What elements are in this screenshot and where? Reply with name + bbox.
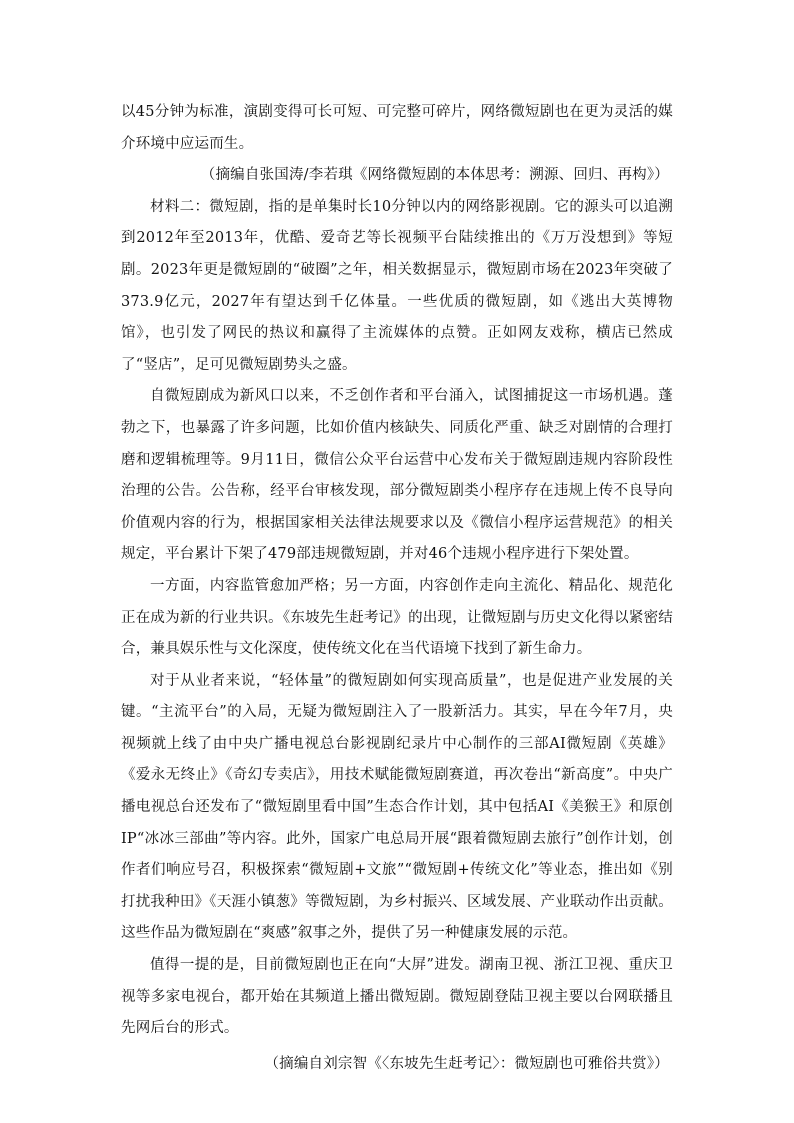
paragraph-problems: 自微短剧成为新风口以来，不乏创作者和平台涌入，试图捕捉这一市场机遇。蓬勃之下，也暴露了许多问题，比如价值内核缺失、同质化严重、缺乏对剧情的合理打磨和逻辑梳理等。9月11日，微信公众平台运营中心发布关于微短剧违规内容阶段性治理的公告。公告称，经平台审核发现，部分微短剧类小程序存在违规上传不良导向价值观内容的行为，根据国家相关法律法规要求以及《微信小程序运营规范》的相关规定，平台累计下架了479部违规微短剧，并对46个违规小程序进行下架处置。: [121, 388, 673, 563]
source-citation-1: （摘编自张国涛/李若琪《网络微短剧的本体思考：溯源、回归、再构》）: [200, 167, 669, 184]
source-citation-2: （摘编自刘宗智《〈东坡先生赶考记〉：微短剧也可雅俗共赏》）: [264, 1055, 669, 1072]
paragraph-industry: 对于从业者来说，“轻体量”的微短剧如何实现高质量”，也是促进产业发展的关键。“主流平台”的入局，无疑为微短剧注入了一股新活力。其实，早在今年7月，央视频就上线了由中央广播电视总台影视剧纪录片中心制作的三部AI微短剧《英雄》《爱永无终止》《奇幻专卖店》，用技术赋能微短剧赛道，再次卷出“新高度”。中央广播电视总台还发布了“微短剧里看中国”生态合作计划，其中包括AI《美猴王》和原创IP“冰冰三部曲”等内容。此外，国家广电总局开展“跟着微短剧去旅行”创作计划，创作者们响应号召，积极探索“微短剧+文旅”“微短剧+传统文化”等业态，推出如《别打扰我种田》《天涯小镇葱》等微短剧，为乡村振兴、区域发展、产业联动作出贡献。这些作品为微短剧在“爽感”叙事之外，提供了另一种健康发展的示范。: [121, 672, 673, 942]
paragraph-continuation: 以45分钟为标准，演剧变得可长可短、可完整可碎片，网络微短剧也在更为灵活的媒介环境中应运而生。: [121, 104, 673, 152]
article-body: [121, 97, 673, 1080]
paragraph-material-two: 材料二：微短剧，指的是单集时长10分钟以内的网络影视剧。它的源头可以追溯到2012年至2013年，优酷、爱奇艺等长视频平台陆续推出的《万万没想到》等短剧。2023年更是微短剧的“破圈”之年，相关数据显示，微短剧市场在2023年突破了373.9亿元，2027年有望达到千亿体量。一些优质的微短剧，如《逃出大英博物馆》，也引发了网民的热议和赢得了主流媒体的点赞。正如网友戏称，横店已然成了“竖店”，足可见微短剧势头之盛。: [121, 198, 673, 373]
paragraph-regulation: 一方面，内容监管愈加严格；另一方面，内容创作走向主流化、精品化、规范化正在成为新的行业共识。《东坡先生赶考记》的出现，让微短剧与历史文化得以紧密结合，兼具娱乐性与文化深度，使传统文化在当代语境下找到了新生命力。: [121, 577, 673, 658]
paragraph-big-screen: 值得一提的是，目前微短剧也正在向“大屏”进发。湖南卫视、浙江卫视、重庆卫视等多家电视台，都开始在其频道上播出微短剧。微短剧登陆卫视主要以台网联播且先网后台的形式。: [121, 957, 673, 1037]
